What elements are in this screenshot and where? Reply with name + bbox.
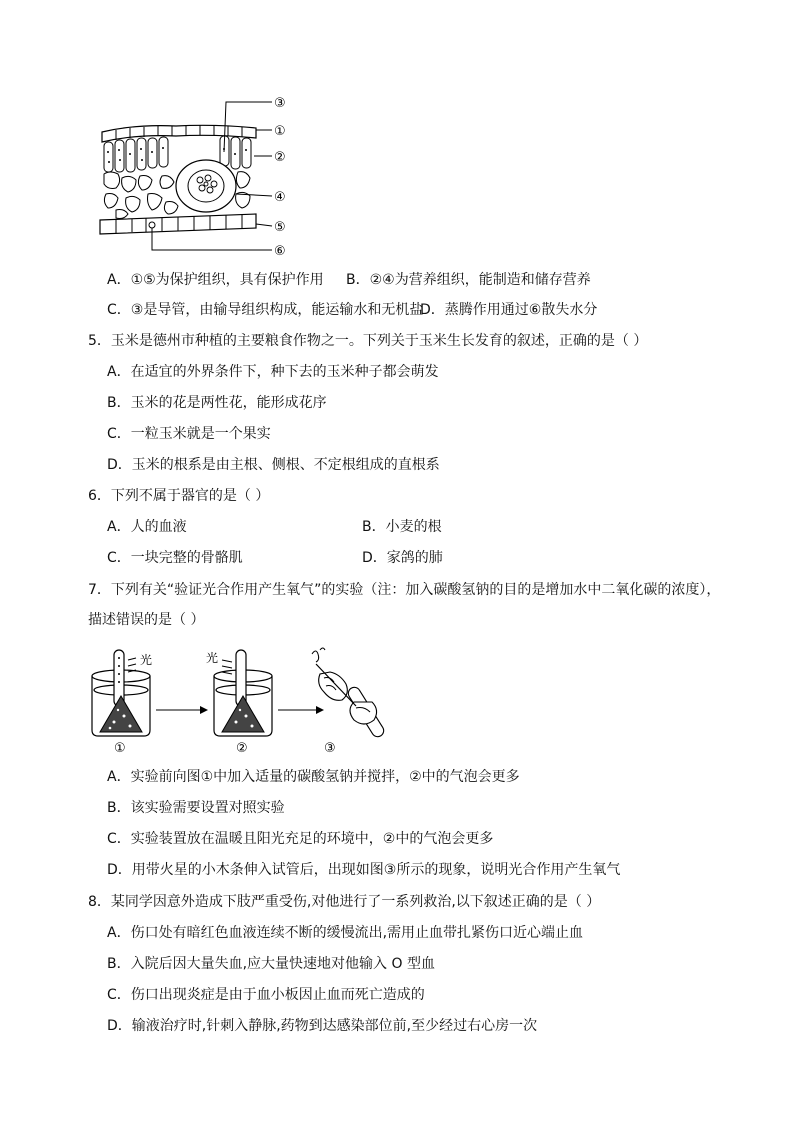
q7-option-c: C．实验装置放在温暖且阳光充足的环境中，②中的气泡会更多	[107, 831, 494, 847]
q4-option-c: C．③是导管，由输导组织构成，能运输水和无机盐	[107, 302, 424, 318]
photosynthesis-experiment-figure	[84, 644, 424, 756]
q6-option-a: A．人的血液	[107, 519, 187, 535]
leaf-label-4: ④	[274, 190, 286, 205]
leaf-label-6: ⑥	[274, 244, 286, 259]
figure-number-1: ①	[114, 741, 126, 756]
q8-option-c: C．伤口出现炎症是由于血小板因止血而死亡造成的	[107, 987, 425, 1003]
q7-option-b: B．该实验需要设置对照实验	[107, 800, 285, 816]
q8-stem: 8．某同学因意外造成下肢严重受伤,对他进行了一系列救治,以下叙述正确的是（ ）	[88, 894, 601, 910]
light-label-1: 光	[140, 653, 153, 667]
leaf-cross-section-figure	[96, 94, 306, 264]
q5-option-c: C．一粒玉米就是一个果实	[107, 426, 271, 442]
q7-option-d: D．用带火星的小木条伸入试管后，出现如图③所示的现象，说明光合作用产生氧气	[107, 862, 621, 878]
q7-stem-line1: 7．下列有关“验证光合作用产生氧气”的实验（注：加入碳酸氢钠的目的是增加水中二氧化碳的浓度），	[88, 582, 721, 598]
leaf-label-2: ②	[274, 150, 286, 165]
q4-option-a: A．①⑤为保护组织，具有保护作用	[107, 272, 324, 288]
q6-stem: 6．下列不属于器官的是（ ）	[88, 488, 270, 504]
q4-option-d: D．蒸腾作用通过⑥散失水分	[420, 302, 598, 318]
q4-option-b: B．②④为营养组织，能制造和储存营养	[346, 272, 591, 288]
q5-option-b: B．玉米的花是两性花，能形成花序	[107, 395, 327, 411]
figure-number-2: ②	[236, 741, 248, 756]
q6-option-d: D．家鸽的肺	[362, 550, 443, 566]
q5-option-d: D．玉米的根系是由主根、侧根、不定根组成的直根系	[107, 457, 440, 473]
q8-option-a: A．伤口处有暗红色血液连续不断的缓慢流出,需用止血带扎紧伤口近心端止血	[107, 925, 584, 941]
leaf-label-3: ③	[274, 96, 286, 111]
leaf-label-5: ⑤	[274, 220, 286, 235]
q5-option-a: A．在适宜的外界条件下，种下去的玉米种子都会萌发	[107, 364, 439, 380]
q8-option-d: D．输液治疗时,针刺入静脉,药物到达感染部位前,至少经过右心房一次	[107, 1018, 538, 1034]
q6-option-c: C．一块完整的骨骼肌	[107, 550, 243, 566]
light-label-2: 光	[206, 651, 219, 665]
q5-stem: 5．玉米是德州市种植的主要粮食作物之一。下列关于玉米生长发育的叙述，正确的是（ ）	[88, 333, 648, 349]
leaf-label-1: ①	[274, 124, 286, 139]
figure-number-3: ③	[324, 741, 336, 756]
q7-stem-line2: 描述错误的是（ ）	[88, 612, 205, 628]
q8-option-b: B．入院后因大量失血,应大量快速地对他输入 O 型血	[107, 956, 435, 972]
q7-option-a: A．实验前向图①中加入适量的碳酸氢钠并搅拌，②中的气泡会更多	[107, 769, 520, 785]
hand-test-tube	[319, 672, 386, 739]
q6-option-b: B．小麦的根	[362, 519, 442, 535]
